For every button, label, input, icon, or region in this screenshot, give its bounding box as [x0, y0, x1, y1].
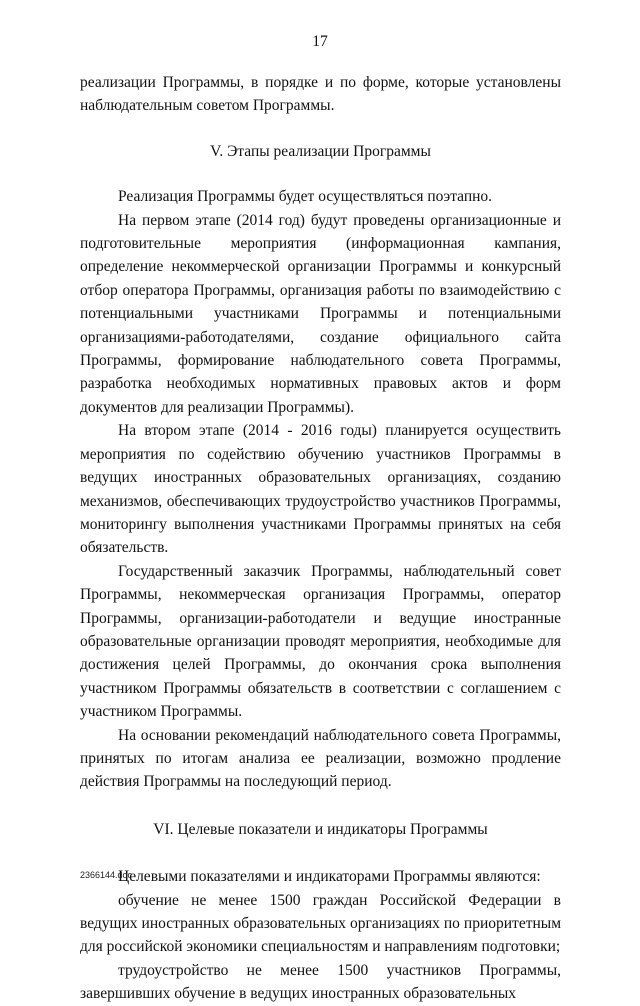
paragraph-indicators-intro: Целевыми показателями и индикаторами Программы являются:	[118, 868, 541, 886]
paragraph-stages-intro: Реализация Программы будет осуществляться поэтапно.	[118, 188, 493, 206]
paragraph-participants: Государственный заказчик Программы, наблюдательный совет Программы, некоммерческая организация Программы, оператор Программы, организации-работодатели и ведущие иностранные образовательные организации проводят мероприятия, необходимые для достижения целей Программы, до окончания срока выполнения участником Программы обязательств в соответствии с соглашением с участником Программы.	[80, 562, 561, 721]
paragraph-continuation: реализации Программы, в порядке и по форме, которые установлены наблюдательным советом Программы.	[80, 74, 561, 115]
paragraph-second-stage: На втором этапе (2014 - 2016 годы) планируется осуществить мероприятия по содействию обучению участников Программы в ведущих иностранных образовательных организациях, созданию механизмов, обеспечивающих трудоустройство участников Программы, мониторингу выполнения участниками Программы принятых на себя обязательств.	[80, 422, 561, 557]
section-heading-v: V. Этапы реализации Программы	[210, 142, 431, 160]
section-heading-vi: VI. Целевые показатели и индикаторы Программы	[153, 820, 488, 838]
document-body	[80, 71, 561, 1006]
page-number: 17	[312, 33, 328, 50]
paragraph-indicator-training: обучение не менее 1500 граждан Российской Федерации в ведущих иностранных образовательных организациях по приоритетным для российской экономики специальностям и направлениям подготовки;	[80, 891, 561, 956]
paragraph-first-stage: На первом этапе (2014 год) будут проведены организационные и подготовительные мероприятия (информационная кампания, определение некоммерческой организации Программы и конкурсный отбор оператора Программы, организация работы по взаимодействию с потенциальными участниками Программы и потенциальными организациями-работодателями, создание официального сайта Программы, формирование наблюдательного совета Программы, разработка необходимых нормативных правовых актов и форм документов для реализации Программы).	[80, 211, 561, 416]
footer-filename: 2366144.doc	[80, 870, 133, 880]
paragraph-extension: На основании рекомендаций наблюдательного совета Программы, принятых по итогам анализа ее реализации, возможно продление действия Программы на последующий период.	[80, 726, 561, 791]
paragraph-indicator-employment: трудоустройство не менее 1500 участников Программы, завершивших обучение в ведущих иностранных образовательных	[80, 961, 561, 1003]
